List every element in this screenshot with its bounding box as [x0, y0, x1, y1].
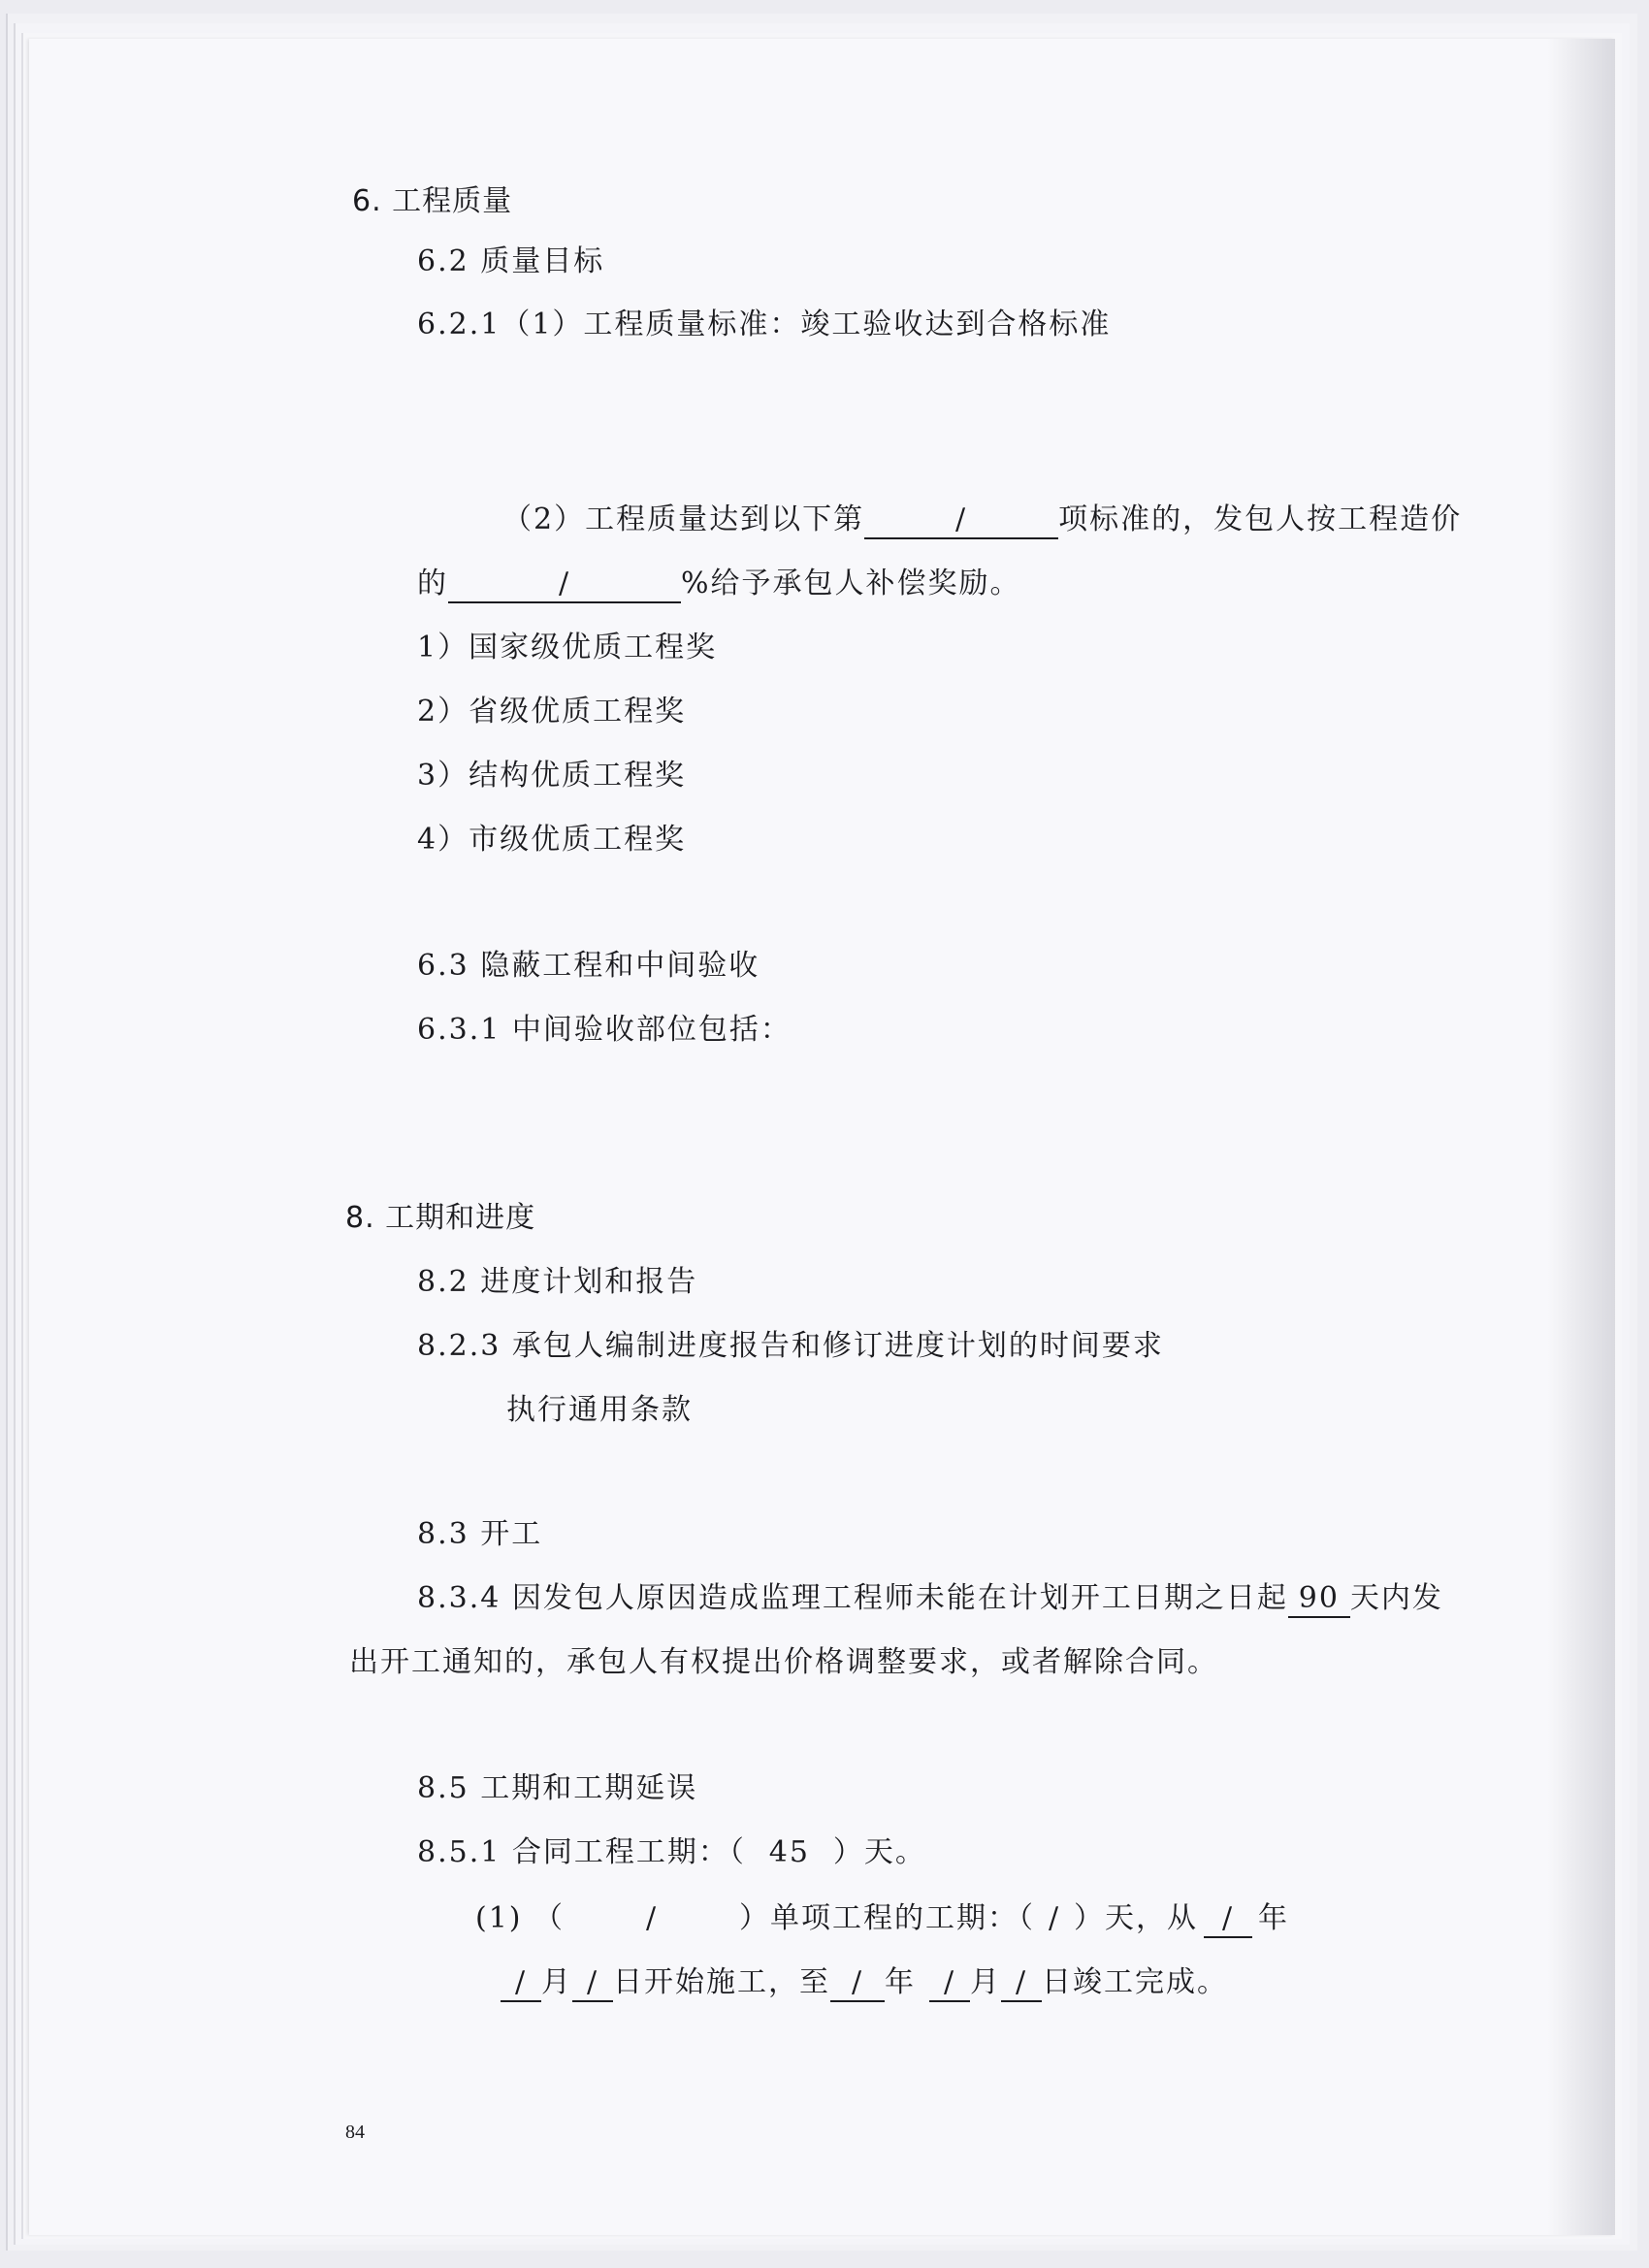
date-text: 年: [885, 1965, 916, 1999]
item-2-prefix: （2）工程质量达到以下第: [502, 502, 865, 536]
start-month-blank: /: [501, 1965, 541, 2002]
date-text: 日开始施工，至: [613, 1965, 830, 1999]
s851-1-slash: /: [645, 1901, 659, 1935]
s851-1-text: 年: [1258, 1901, 1290, 1935]
section-6-2-1-item-2: [502, 501, 1462, 539]
s851-prefix: 8.5.1 合同工程工期：（: [417, 1835, 746, 1869]
s851-1-text: (1) （: [475, 1901, 566, 1935]
item-2-cont-prefix: 的: [417, 567, 448, 600]
award-item: 2）省级优质工程奖: [417, 695, 687, 729]
award-item: 3）结构优质工程奖: [417, 759, 687, 793]
section-6-2-1-line: 6.2.1（1）工程质量标准：竣工验收达到合格标准: [417, 308, 1112, 341]
section-8-5-title: 8.5 工期和工期延误: [417, 1771, 698, 1805]
section-8-3-4-line-1: [417, 1579, 1443, 1618]
section-8-2-3-line: 8.2.3 承包人编制进度报告和修订进度计划的时间要求: [417, 1329, 1164, 1363]
section-6-3-title: 6.3 隐蔽工程和中间验收: [417, 949, 760, 983]
date-text: 月: [970, 1965, 1001, 1999]
s851-suffix: ）天。: [832, 1835, 926, 1869]
s851-1-days: /: [1048, 1901, 1061, 1935]
s851-days: 45: [768, 1835, 810, 1869]
section-8-5-1-item-1: [475, 1899, 1289, 1938]
section-8-2-3-value: 执行通用条款: [506, 1393, 693, 1427]
section-8-2-title: 8.2 进度计划和报告: [417, 1265, 698, 1299]
award-item: 4）市级优质工程奖: [417, 823, 687, 857]
section-8-3-title: 8.3 开工: [417, 1517, 543, 1551]
s834-prefix: 8.3.4 因发包人原因造成监理工程师未能在计划开工日期之日起: [417, 1581, 1288, 1615]
item-2-blank: /: [864, 502, 1058, 539]
s851-1-year-blank: /: [1204, 1901, 1252, 1938]
section-6-heading: 6. 工程质量: [352, 184, 513, 218]
page-shadow: [1547, 39, 1615, 2235]
page-number: 84: [345, 2122, 365, 2143]
end-day-blank: /: [1001, 1965, 1042, 2002]
start-day-blank: /: [572, 1965, 613, 2002]
date-text: 月: [541, 1965, 572, 1999]
section-6-2-title: 6.2 质量目标: [417, 244, 605, 278]
section-8-5-1-item-1-cont: [501, 1963, 1228, 2002]
section-8-heading: 8. 工期和进度: [345, 1201, 536, 1235]
section-8-5-1-line: [417, 1833, 926, 1872]
item-2-suffix: 项标准的，发包人按工程造价: [1058, 502, 1463, 536]
end-month-blank: /: [929, 1965, 970, 2002]
s851-1-text: ）单项工程的工期：（: [739, 1901, 1036, 1935]
percent-blank: /: [448, 567, 681, 603]
award-item: 1）国家级优质工程奖: [417, 631, 718, 664]
s834-days-blank: 90: [1288, 1581, 1350, 1618]
s851-1-text: ）天，从: [1074, 1901, 1199, 1935]
document-page: [29, 39, 1615, 2235]
item-2-cont-suffix: %给予承包人补偿奖励。: [681, 567, 1021, 600]
s834-suffix: 天内发: [1349, 1581, 1443, 1615]
section-6-3-1-line: 6.3.1 中间验收部位包括：: [417, 1013, 792, 1047]
section-8-3-4-line-2: 出开工通知的，承包人有权提出价格调整要求，或者解除合同。: [349, 1645, 1218, 1679]
section-6-2-1-item-2-cont: [417, 565, 1021, 603]
end-year-blank: /: [830, 1965, 885, 2002]
date-text: 日竣工完成。: [1042, 1965, 1228, 1999]
